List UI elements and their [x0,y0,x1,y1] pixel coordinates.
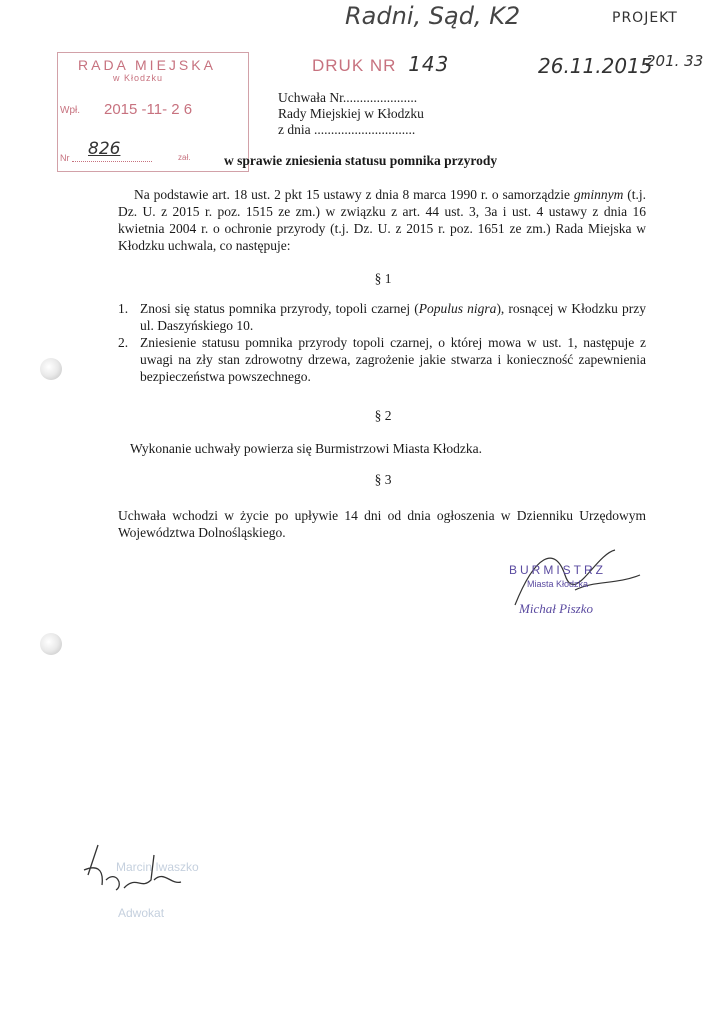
item-2-text: Zniesienie statusu pomnika przyrody topoli czarnej, o której mowa w ust. 1, następuje z uwagi na zły stan zdrowotny drzewa, zagrożenie jakie stwarza i konieczność zapewnienia bezpieczeństwa powszechnego. [140,335,646,384]
section-2-heading: § 2 [374,408,392,423]
handwritten-corner-note: 201. 33 [646,52,704,70]
stamp-title: RADA MIEJSKA [78,57,216,73]
resolution-meta [278,90,424,138]
section-3-text: Uchwała wchodzi w życie po upływie 14 dni od dnia ogłoszenia w Dzienniku Urzędowym Województwa Dolnośląskiego. [118,508,646,540]
lawyer-name: Marcin Iwaszko [116,860,199,874]
section-1-heading: § 1 [374,271,392,286]
section-2-text: Wykonanie uchwały powierza się Burmistrzowi Miasta Kłodzka. [130,441,482,456]
print-number-value: 143 [408,52,450,76]
preamble-text-start: Na podstawie art. 18 ust. 2 pkt 15 ustawy z dnia 8 marca 1990 r. o samorządzie [134,187,574,202]
punch-hole-top [40,358,62,380]
list-item-number: 2. [118,335,129,350]
projekt-label: PROJEKT [612,10,678,26]
item-1-species: Populus nigra [418,301,497,316]
mayor-signature [505,545,645,615]
stamp-nr-line [72,161,152,162]
list-item [118,334,646,385]
print-number-label: DRUK NR [312,56,397,75]
punch-hole-bottom [40,633,62,655]
list-item [118,300,646,334]
item-1-text-end: ), rosnącej w Kłodzku przy ul. Daszyńskiego 10. [140,301,647,333]
stamp-received-date: 2015 -11- 2 6 [104,101,193,118]
signature-name: Michał Piszko [519,601,594,616]
section-1-list [118,300,646,385]
registration-stamp [57,52,249,172]
resolution-number: Uchwała Nr...................... [278,90,418,105]
resolution-date: z dnia .............................. [278,122,416,137]
lawyer-stamp [76,840,206,920]
stamp-nr-label: Nr [60,153,70,163]
stamp-wpl-label: Wpł. [60,105,80,116]
lawyer-title: Adwokat [118,906,165,920]
preamble-text-end: (t.j. Dz. U. z 2015 r. poz. 1515 ze zm.) w związku z art. 44 ust. 3, 3a i ust. 4 ustawy z dnia 16 kwietnia 2004 r. o ochronie przyrody (t.j. Dz. U. z 2015 r. poz. 1651 ze zm.) Rada Miejska w Kłodzku uchwala, co następuje: [118,187,646,253]
section-3-heading: § 3 [374,472,392,487]
document-title: w sprawie zniesienia statusu pomnika przyrody [224,153,498,168]
print-number [312,52,449,76]
signature-stamp-office: Miasta Kłodzka [527,579,589,589]
list-item-number: 1. [118,301,129,316]
preamble-emphasis: gminnym [573,187,624,202]
stamp-city: w Kłodzku [113,73,164,83]
signature-stamp-title: BURMISTRZ [509,563,606,577]
stamp-nr-value: 826 [88,139,121,159]
handwritten-recipients: Radni, Sąd, K2 [345,2,521,30]
lawyer-signature-scribble [76,840,206,920]
council-name: Rady Miejskiej w Kłodzku [278,106,424,121]
item-1-text-start: Znosi się status pomnika przyrody, topoli czarnej ( [140,301,419,316]
preamble [118,186,646,254]
stamp-attachment-label: zał. [178,153,191,162]
handwritten-date: 26.11.2015 [538,54,653,78]
